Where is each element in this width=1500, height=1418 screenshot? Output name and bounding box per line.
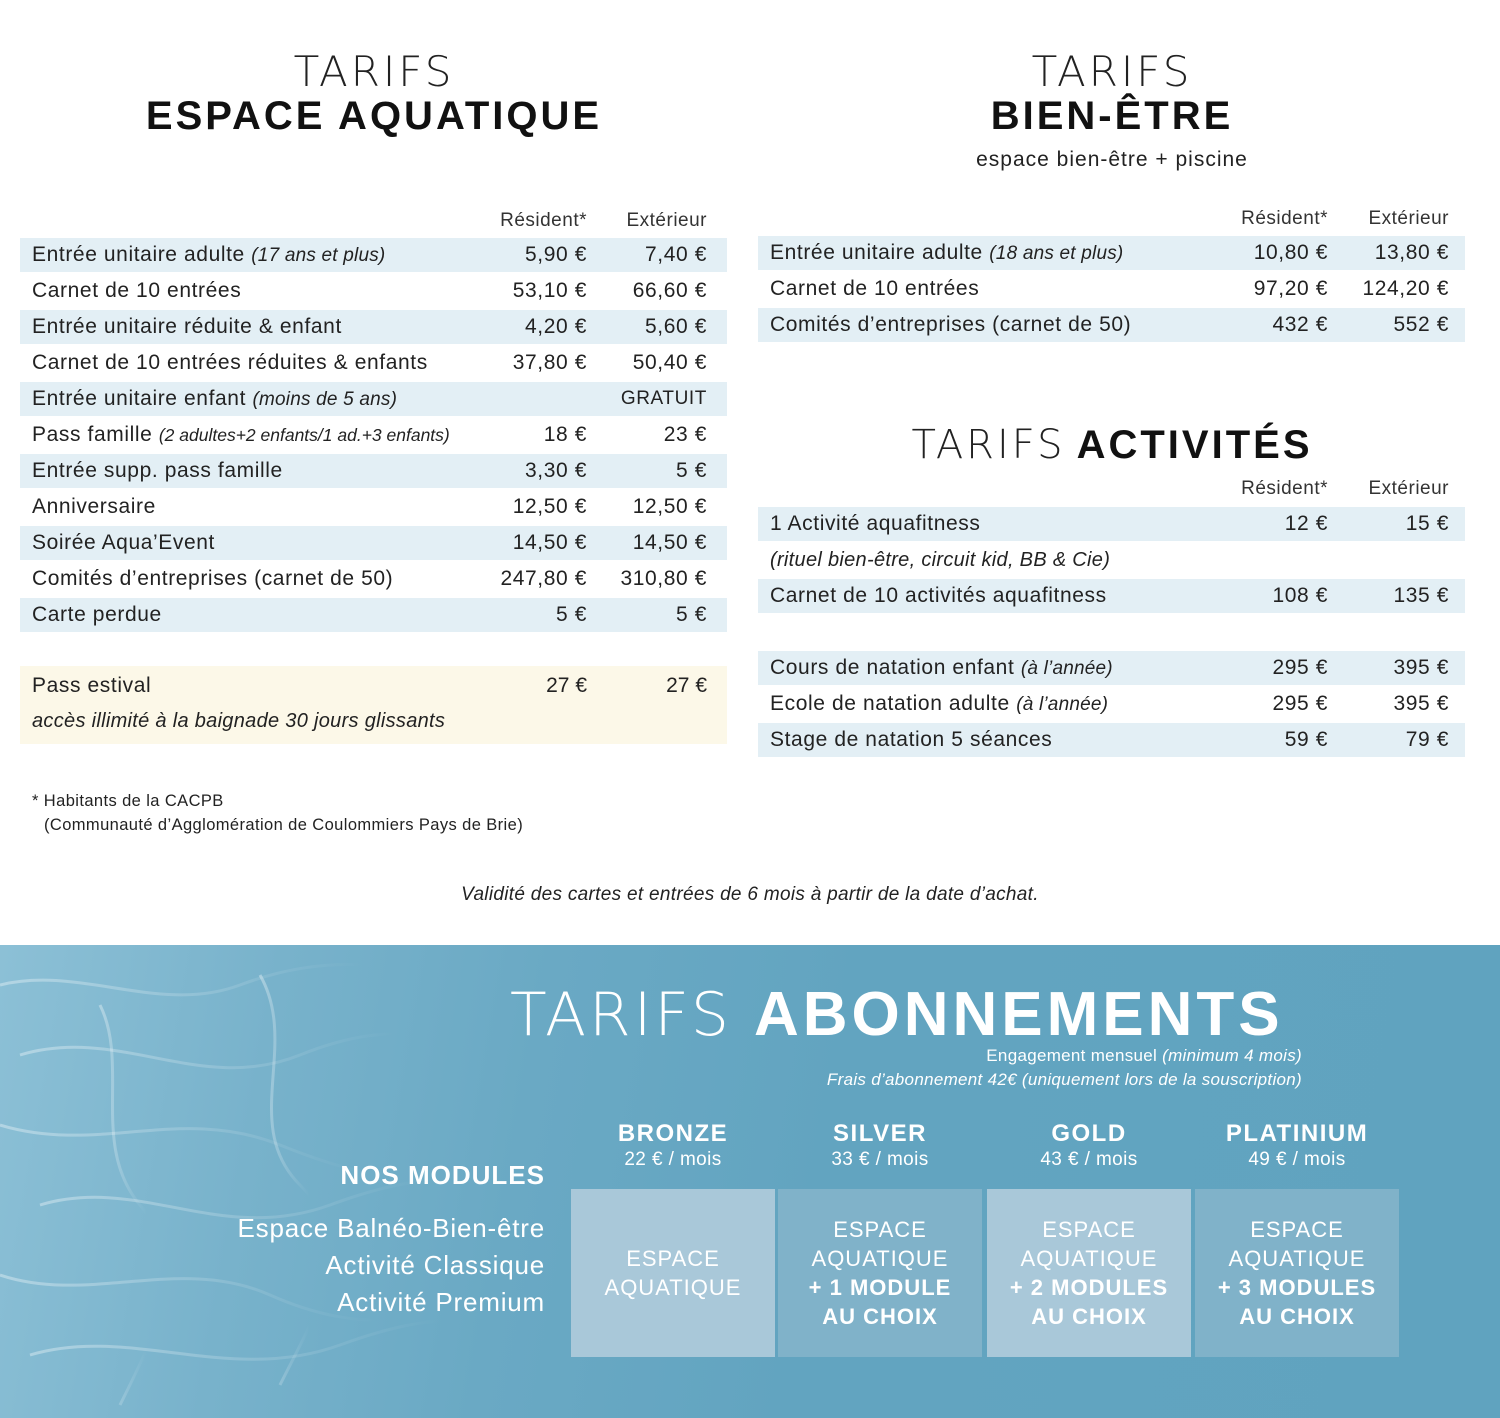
price-row <box>758 687 1465 721</box>
row-label: (rituel bien-être, circuit kid, BB & Cie) <box>770 548 1111 571</box>
plan-line: ESPACE <box>1250 1217 1344 1242</box>
row-label: Entrée supp. pass famille <box>32 459 283 482</box>
row-exterieur-price: 13,80 € <box>1374 241 1449 264</box>
price-row <box>758 579 1465 613</box>
column-header-exterieur: Extérieur <box>626 210 707 231</box>
plan-gold-header <box>987 1120 1191 1172</box>
row-resident-price: 4,20 € <box>525 315 587 338</box>
row-exterieur-price: 79 € <box>1405 728 1449 751</box>
plan-bronze-header <box>571 1120 775 1172</box>
price-row <box>20 490 727 524</box>
row-resident-price: 59 € <box>1284 728 1328 751</box>
row-label: Stage de natation 5 séances <box>770 728 1053 751</box>
bien-etre-title-line2: BIEN-ÊTRE <box>990 94 1234 138</box>
plan-line: ESPACE <box>626 1246 720 1271</box>
plan-line: AQUATIQUE <box>811 1246 949 1271</box>
row-exterieur-price: 135 € <box>1393 584 1449 607</box>
pass-estival-label: Pass estival <box>32 674 152 697</box>
abonnements-engagement <box>986 1046 1302 1066</box>
price-row <box>20 346 727 380</box>
activites-title-light: TARIFS <box>911 422 1066 468</box>
abonnements-title <box>510 975 1310 1053</box>
plan-gold-box <box>987 1189 1191 1357</box>
footnote-line2: (Communauté d’Agglomération de Coulommiers Pays de Brie) <box>44 816 524 834</box>
pass-estival-box <box>20 666 727 744</box>
plan-line: ESPACE <box>1042 1217 1136 1242</box>
plan-name: GOLD <box>1051 1120 1127 1147</box>
price-row <box>758 272 1465 306</box>
plan-price: 22 € / mois <box>624 1149 722 1170</box>
row-label: Carnet de 10 entrées réduites & enfants <box>32 351 428 374</box>
row-label: Entrée unitaire adulte <box>32 243 245 266</box>
row-resident-price: 12,50 € <box>512 495 587 518</box>
row-label: Cours de natation enfant <box>770 656 1015 679</box>
row-exterieur-price: GRATUIT <box>620 388 707 409</box>
row-note: (à l’année) <box>1016 694 1109 715</box>
row-note: (17 ans et plus) <box>251 245 386 266</box>
row-note: (18 ans et plus) <box>989 243 1124 264</box>
row-resident-price: 10,80 € <box>1253 241 1328 264</box>
price-row <box>758 308 1465 342</box>
validity-note: Validité des cartes et entrées de 6 mois à partir de la date d’achat. <box>461 884 1039 905</box>
modules-list <box>238 1158 545 1321</box>
row-exterieur-price: 124,20 € <box>1362 277 1449 300</box>
row-label: Entrée unitaire réduite & enfant <box>32 315 342 338</box>
row-exterieur-price: 395 € <box>1393 692 1449 715</box>
plan-platinium-header <box>1195 1120 1399 1172</box>
bien-etre-subtitle: espace bien-être + piscine <box>976 148 1248 171</box>
row-label: Carnet de 10 entrées <box>770 277 980 300</box>
price-row <box>20 562 727 596</box>
row-label: Pass famille <box>32 423 153 446</box>
row-note: (moins de 5 ans) <box>252 389 398 410</box>
price-row <box>20 526 727 560</box>
row-exterieur-price: 5 € <box>676 603 707 626</box>
plan-line: ESPACE <box>833 1217 927 1242</box>
engagement-note: (minimum 4 mois) <box>1162 1046 1302 1065</box>
row-note: (2 adultes+2 enfants/1 ad.+3 enfants) <box>158 425 450 445</box>
price-row <box>758 651 1465 685</box>
row-label: Ecole de natation adulte <box>770 692 1010 715</box>
plan-line: + 2 MODULES <box>1009 1275 1169 1300</box>
row-label: Entrée unitaire enfant <box>32 387 247 410</box>
activites-heading <box>758 422 1466 468</box>
price-row <box>20 598 727 632</box>
row-exterieur-price: 66,60 € <box>632 279 707 302</box>
abonnements-title-light: TARIFS <box>510 980 732 1050</box>
row-resident-price: 12 € <box>1284 512 1328 535</box>
plan-platinium-box <box>1195 1189 1399 1357</box>
row-resident-price: 108 € <box>1272 584 1328 607</box>
aquatique-title-line2: ESPACE AQUATIQUE <box>145 94 603 138</box>
plan-line: AQUATIQUE <box>1228 1246 1366 1271</box>
abonnements-title-bold: ABONNEMENTS <box>753 980 1284 1049</box>
module-item: Espace Balnéo-Bien-être <box>237 1213 545 1243</box>
footnote-line1: * Habitants de la CACPB <box>32 792 224 810</box>
column-header-resident: Résident* <box>500 210 587 231</box>
plan-line: AU CHOIX <box>822 1304 938 1329</box>
row-label: Entrée unitaire adulte <box>770 241 983 264</box>
row-resident-price: 53,10 € <box>512 279 587 302</box>
row-exterieur-price: 7,40 € <box>645 243 707 266</box>
abonnements-section <box>0 945 1500 1418</box>
row-resident-price: 295 € <box>1272 692 1328 715</box>
price-row <box>20 454 727 488</box>
plan-name: SILVER <box>833 1120 927 1147</box>
row-exterieur-price: 15 € <box>1405 512 1449 535</box>
price-row <box>20 382 727 416</box>
row-label: Carnet de 10 activités aquafitness <box>770 584 1107 607</box>
price-row <box>758 723 1465 757</box>
plan-name: BRONZE <box>617 1120 729 1147</box>
row-exterieur-price: 50,40 € <box>632 351 707 374</box>
row-label: Comités d’entreprises (carnet de 50) <box>32 567 394 590</box>
plan-name: PLATINIUM <box>1225 1120 1369 1147</box>
plan-line: + 3 MODULES <box>1217 1275 1377 1300</box>
price-row-note <box>758 543 1465 577</box>
plan-price: 33 € / mois <box>831 1149 929 1170</box>
plan-line: AQUATIQUE <box>604 1275 742 1300</box>
row-resident-price: 14,50 € <box>512 531 587 554</box>
plan-price: 43 € / mois <box>1040 1149 1138 1170</box>
row-resident-price: 97,20 € <box>1253 277 1328 300</box>
price-row <box>20 238 727 272</box>
row-exterieur-price: 310,80 € <box>620 567 707 590</box>
price-row <box>20 274 727 308</box>
module-item: Activité Classique <box>325 1250 545 1280</box>
bien-etre-heading <box>758 47 1466 172</box>
module-item: Activité Premium <box>337 1287 545 1317</box>
row-label: 1 Activité aquafitness <box>770 512 981 535</box>
modules-title: NOS MODULES <box>340 1160 545 1190</box>
row-resident-price: 37,80 € <box>512 351 587 374</box>
row-resident-price: 432 € <box>1272 313 1328 336</box>
row-exterieur-price: 552 € <box>1393 313 1449 336</box>
row-exterieur-price: 14,50 € <box>632 531 707 554</box>
row-resident-price: 18 € <box>543 423 587 446</box>
column-header-exterieur: Extérieur <box>1368 478 1449 499</box>
resident-footnote <box>32 789 523 837</box>
row-label: Anniversaire <box>32 495 156 518</box>
plan-silver-header <box>778 1120 982 1172</box>
column-header-resident: Résident* <box>1241 208 1328 229</box>
row-resident-price: 5,90 € <box>525 243 587 266</box>
plan-line: AQUATIQUE <box>1020 1246 1158 1271</box>
pass-estival-exterieur-price: 27 € <box>666 674 707 697</box>
bien-etre-title-line1: TARIFS <box>1031 47 1193 96</box>
row-label: Carte perdue <box>32 603 162 626</box>
row-resident-price: 5 € <box>556 603 587 626</box>
row-resident-price: 247,80 € <box>500 567 587 590</box>
row-exterieur-price: 23 € <box>663 423 707 446</box>
aquatique-heading <box>20 47 728 138</box>
row-label: Carnet de 10 entrées <box>32 279 242 302</box>
price-row <box>20 310 727 344</box>
row-exterieur-price: 395 € <box>1393 656 1449 679</box>
row-resident-price: 3,30 € <box>525 459 587 482</box>
pass-estival-resident-price: 27 € <box>546 674 587 697</box>
row-exterieur-price: 5,60 € <box>645 315 707 338</box>
plan-silver-box <box>778 1189 982 1357</box>
row-label: Comités d’entreprises (carnet de 50) <box>770 313 1132 336</box>
aquatique-title-line1: TARIFS <box>293 47 455 96</box>
column-header-resident: Résident* <box>1241 478 1328 499</box>
plan-line: AU CHOIX <box>1239 1304 1355 1329</box>
abonnements-fees: Frais d’abonnement 42€ (uniquement lors de la souscription) <box>826 1070 1302 1089</box>
row-note: (à l’année) <box>1020 658 1113 679</box>
row-exterieur-price: 12,50 € <box>632 495 707 518</box>
row-label: Soirée Aqua’Event <box>32 531 215 554</box>
plan-line: + 1 MODULE <box>808 1275 952 1300</box>
pass-estival-note: accès illimité à la baignade 30 jours glissants <box>32 710 446 732</box>
column-header-exterieur: Extérieur <box>1368 208 1449 229</box>
price-row <box>758 507 1465 541</box>
price-row <box>758 236 1465 270</box>
price-row <box>20 418 727 452</box>
plan-line: AU CHOIX <box>1031 1304 1147 1329</box>
plan-price: 49 € / mois <box>1248 1149 1346 1170</box>
engagement-text: Engagement mensuel <box>986 1046 1158 1065</box>
plan-bronze-box <box>571 1189 775 1357</box>
activites-title-bold: ACTIVITÉS <box>1076 423 1313 467</box>
row-exterieur-price: 5 € <box>676 459 707 482</box>
row-resident-price: 295 € <box>1272 656 1328 679</box>
